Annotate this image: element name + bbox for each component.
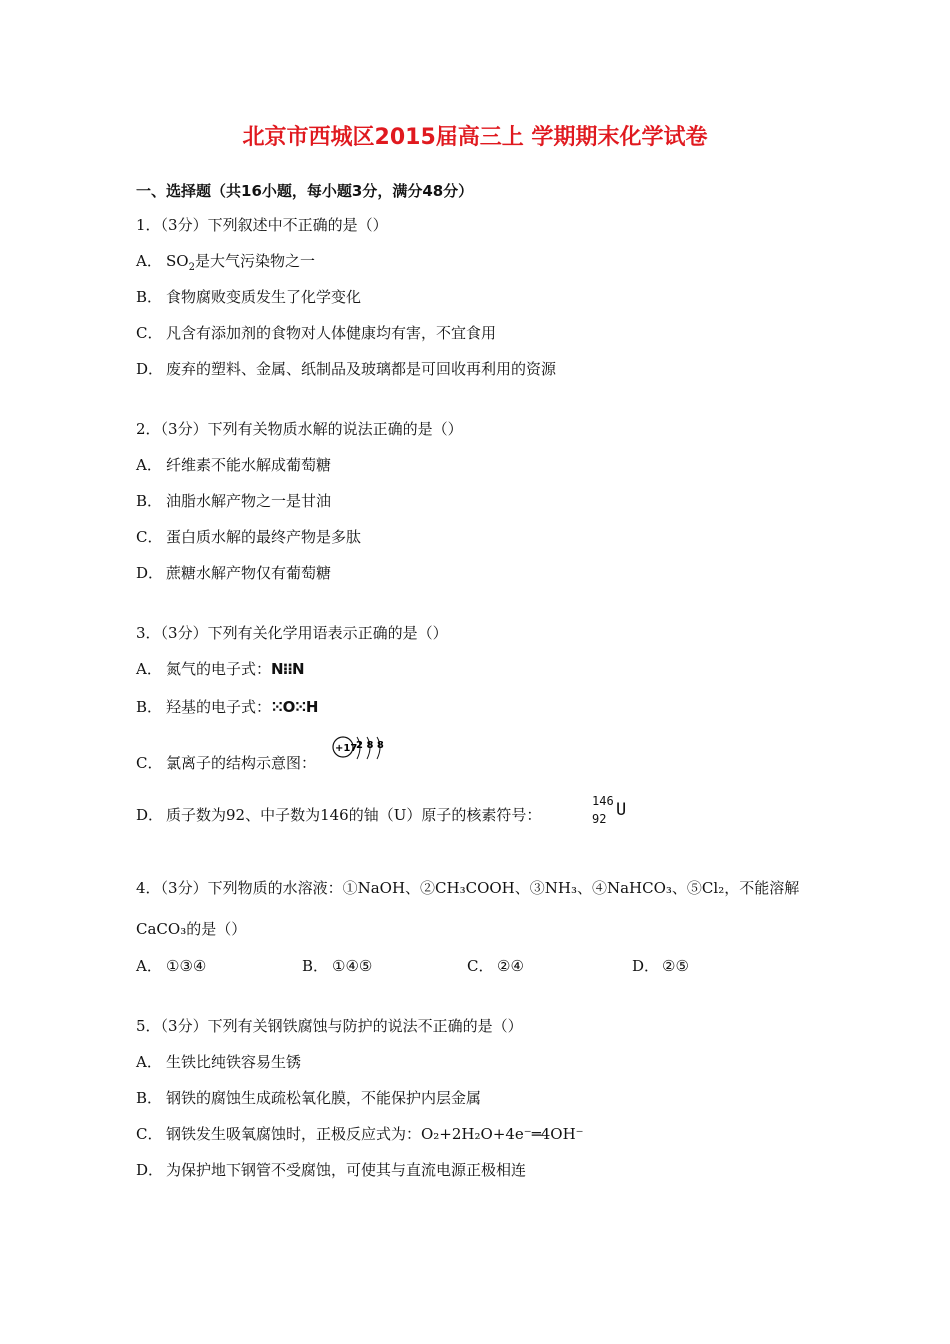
question-1-option-b [136, 286, 361, 307]
question-2-option-c [136, 526, 361, 547]
option-letter: B． [136, 1089, 163, 1107]
option-letter: C． [136, 754, 163, 772]
option-text: 质子数为92、中子数为146的铀（U）原子的核素符号： [166, 806, 542, 824]
question-5-option-a [136, 1051, 301, 1072]
question-4-stem-line-1: 4．（3分）下列物质的水溶液：①NaOH、②CH₃COOH、③NH₃、④NaHCO₃、⑤Cl₂，不能溶解 [136, 879, 800, 897]
option-letter: D． [136, 1161, 164, 1179]
question-5-option-c [136, 1123, 584, 1144]
question-5-stem: 5．（3分）下列有关钢铁腐蚀与防护的说法不正确的是（） [136, 1017, 523, 1035]
option-text: 蛋白质水解的最终产物是多肽 [166, 528, 362, 546]
option-text: 为保护地下钢管不受腐蚀，可使其与直流电源正极相连 [166, 1161, 527, 1179]
option-text: 凡含有添加剂的食物对人体健康均有害，不宜食用 [166, 324, 497, 342]
question-2-option-b [136, 490, 331, 511]
option-text: 氯离子的结构示意图： [166, 754, 317, 772]
option-letter: D． [136, 360, 164, 378]
element-symbol: U [616, 800, 627, 820]
question-5-option-d [136, 1159, 526, 1180]
question-3-option-c [136, 752, 316, 773]
option-text: ①④⑤ [332, 957, 373, 975]
option-text: 羟基的电子式： [166, 698, 272, 716]
question-4-stem-line-2: CaCO₃的是（） [136, 920, 247, 938]
option-letter: A． [136, 660, 162, 678]
option-letter: C． [136, 528, 163, 546]
option-text: 油脂水解产物之一是甘油 [166, 492, 332, 510]
section-heading: 一、选择题（共16小题，每小题3分，满分48分） [136, 182, 474, 200]
option-letter: A． [136, 957, 162, 975]
question-3-option-b [136, 696, 317, 717]
option-text: ②④ [497, 957, 524, 975]
option-letter: B． [136, 288, 163, 306]
option-text: 蔗糖水解产物仅有葡萄糖 [166, 564, 332, 582]
question-1-option-c [136, 322, 496, 343]
option-text: 纤维素不能水解成葡萄糖 [166, 456, 332, 474]
option-letter: D． [136, 806, 164, 824]
option-text: 氮气的电子式： [166, 660, 272, 678]
option-letter: A． [136, 456, 162, 474]
uranium-nuclide-symbol [592, 794, 632, 832]
option-letter: D． [632, 957, 660, 975]
question-1-option-a [136, 250, 315, 273]
option-letter: B． [136, 492, 163, 510]
chloride-ion-structure-diagram [330, 735, 390, 769]
option-letter: A． [136, 252, 162, 270]
question-5-option-b [136, 1087, 481, 1108]
question-1-option-d [136, 358, 556, 379]
question-4-option-c [467, 955, 524, 976]
question-2-option-a [136, 454, 331, 475]
option-a-subscript: 2 [188, 262, 195, 273]
option-a-text-post: 是大气污染物之一 [194, 252, 315, 270]
option-letter: B． [302, 957, 329, 975]
option-text: 钢铁发生吸氧腐蚀时，正极反应式为：O₂+2H₂O+4e⁻═4OH⁻ [166, 1125, 584, 1143]
question-3-option-d [136, 804, 541, 825]
atomic-number: 92 [592, 812, 607, 826]
question-2-stem: 2．（3分）下列有关物质水解的说法正确的是（） [136, 420, 463, 438]
option-text: 钢铁的腐蚀生成疏松氧化膜，不能保护内层金属 [166, 1089, 482, 1107]
option-letter: A． [136, 1053, 162, 1071]
shell-electron-counts: 2 8 8 [356, 740, 384, 751]
question-3-option-a [136, 658, 304, 679]
option-letter: C． [136, 324, 163, 342]
option-text: 生铁比纯铁容易生锈 [166, 1053, 302, 1071]
hydroxyl-electron-formula: ⁙O⁙H [271, 698, 318, 716]
option-letter: C． [467, 957, 494, 975]
option-letter: D． [136, 564, 164, 582]
nitrogen-electron-formula: N⁝⁝N [271, 660, 304, 678]
question-4-option-a [136, 955, 206, 976]
option-text: 废弃的塑料、金属、纸制品及玻璃都是可回收再利用的资源 [166, 360, 557, 378]
question-3-stem: 3．（3分）下列有关化学用语表示正确的是（） [136, 624, 448, 642]
option-letter: C． [136, 1125, 163, 1143]
option-text: ①③④ [166, 957, 207, 975]
question-4-option-d [632, 955, 689, 976]
exam-title: 北京市西城区2015届高三上 学期期末化学试卷 [242, 125, 708, 150]
question-1-stem: 1．（3分）下列叙述中不正确的是（） [136, 216, 388, 234]
option-a-text-pre: SO [166, 252, 189, 270]
question-4-option-b [302, 955, 372, 976]
nucleus-charge: +17 [335, 743, 358, 754]
mass-number: 146 [592, 794, 614, 808]
option-text: 食物腐败变质发生了化学变化 [166, 288, 362, 306]
question-2-option-d [136, 562, 331, 583]
option-letter: B． [136, 698, 163, 716]
option-text: ②⑤ [662, 957, 689, 975]
